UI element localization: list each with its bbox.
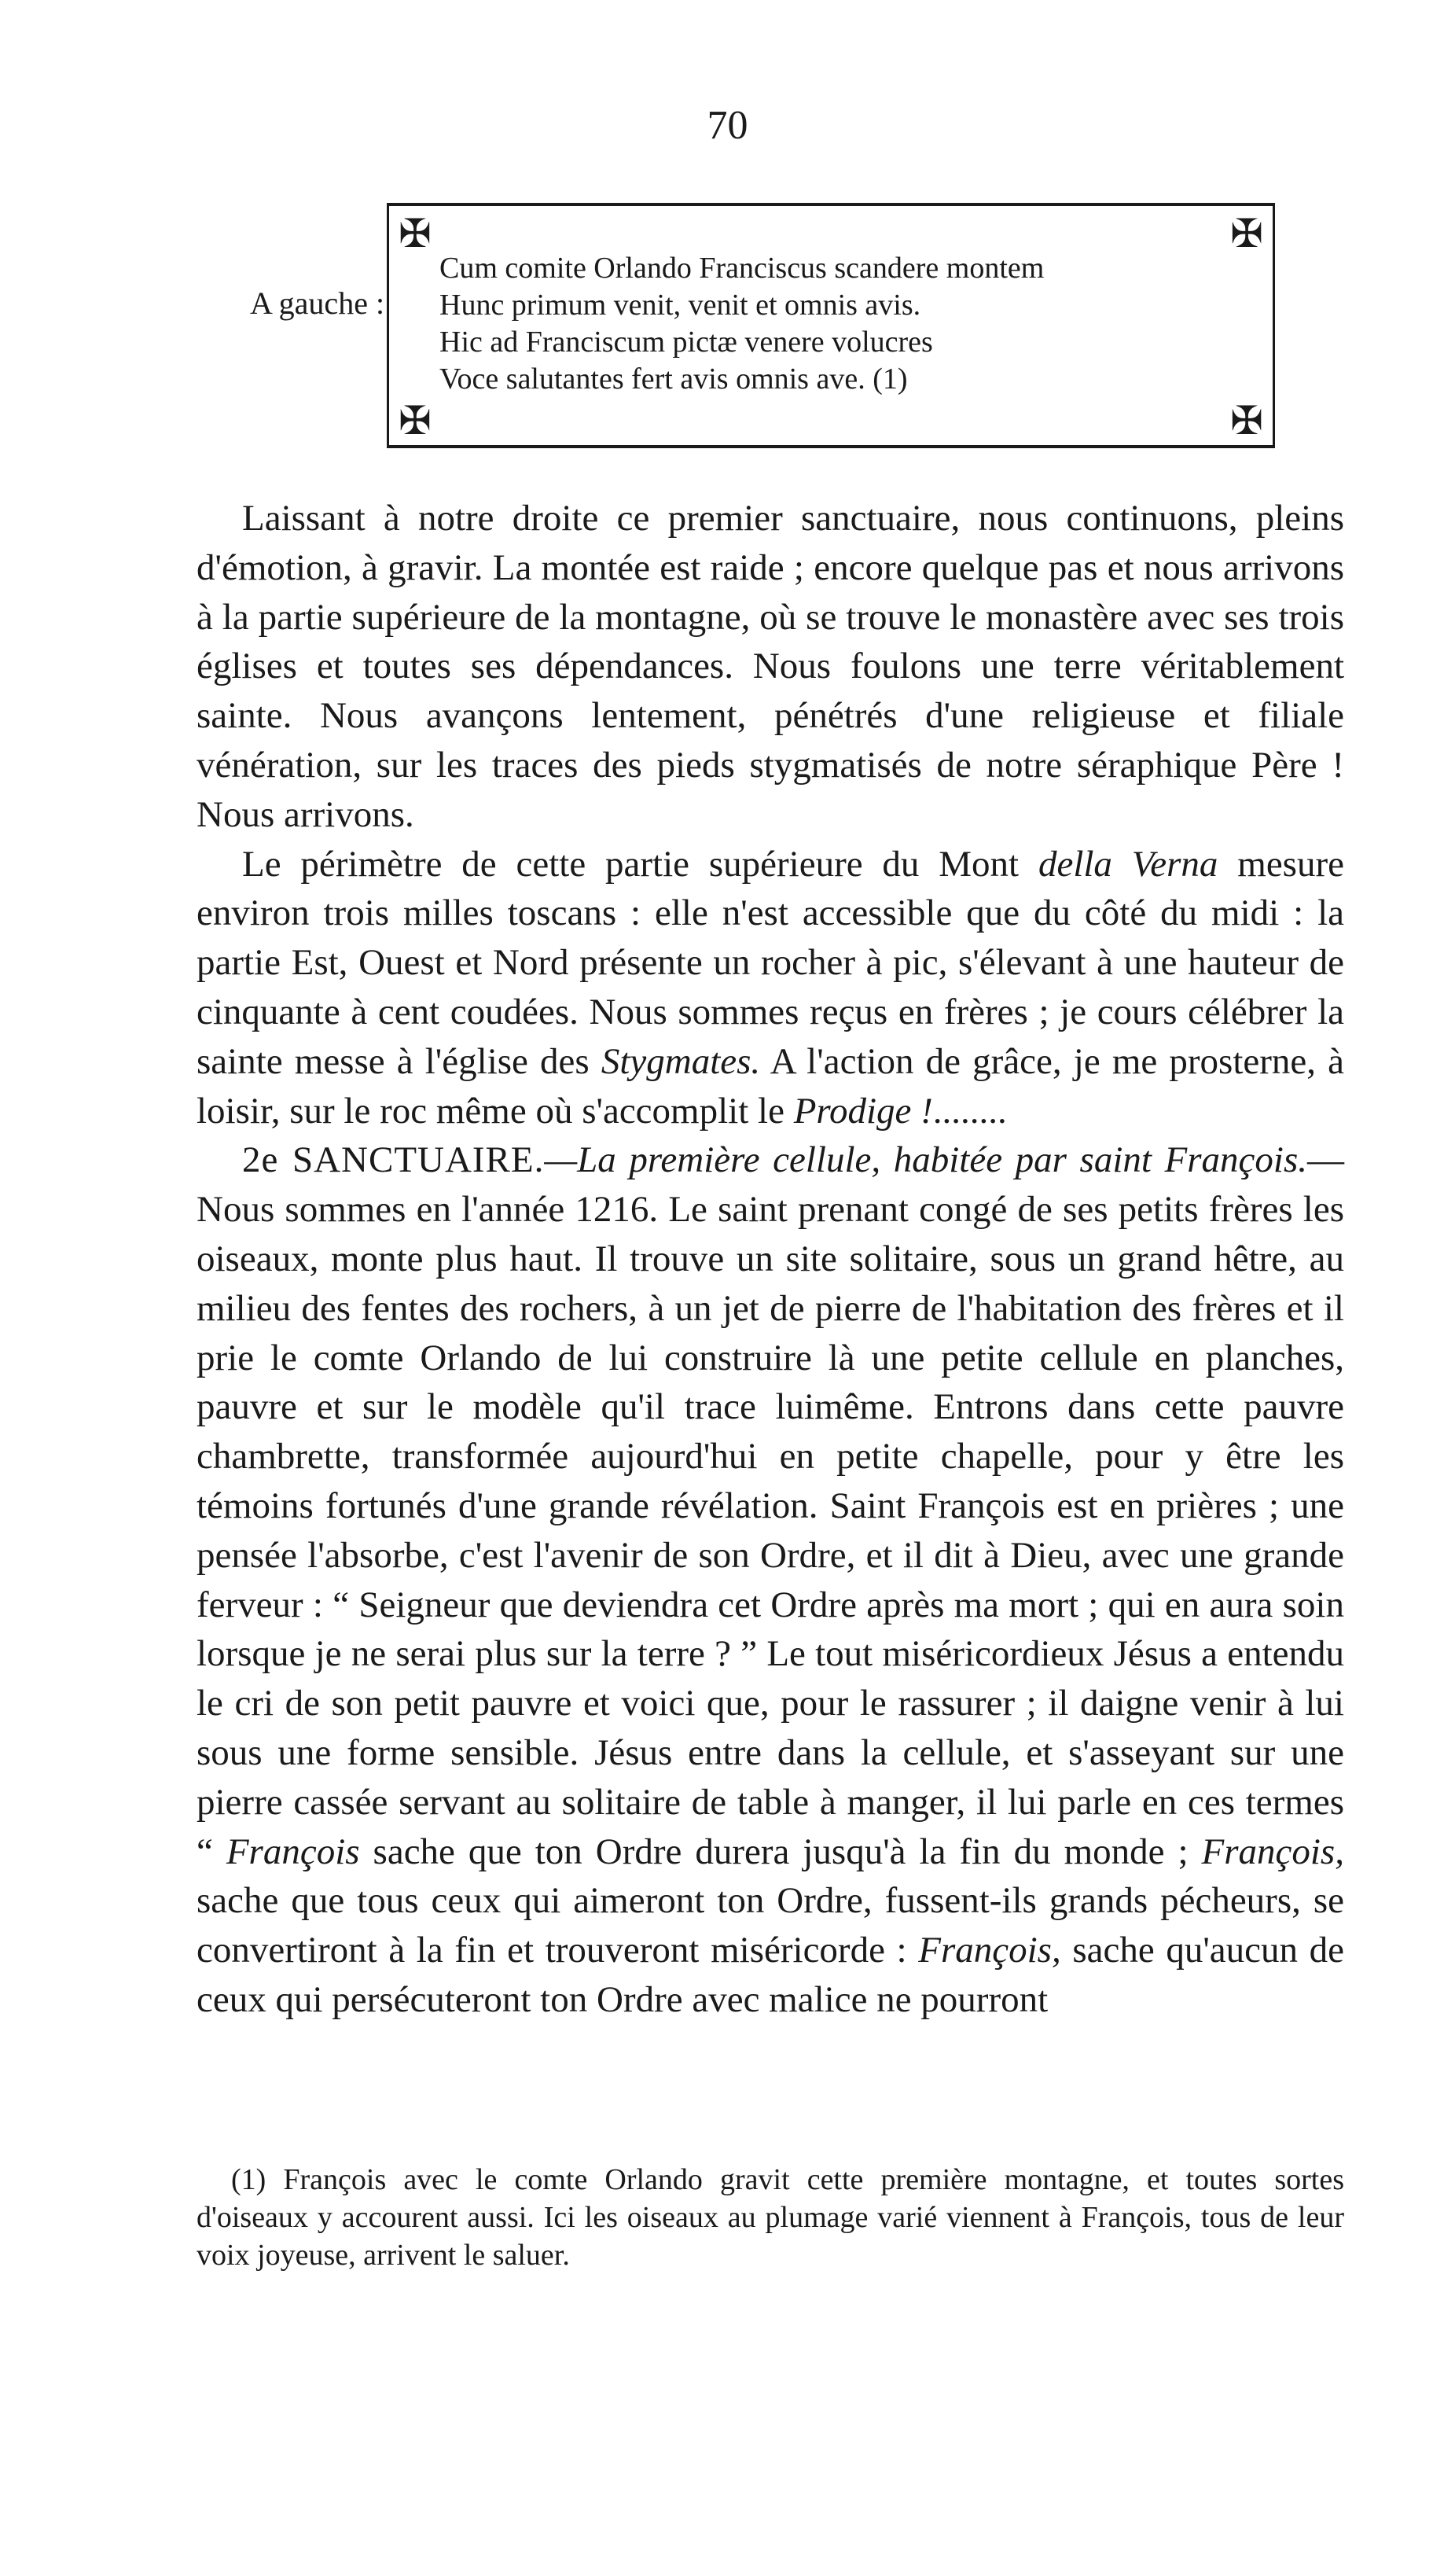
paragraph: Laissant à notre droite ce premier sanctuaire, nous continuons, pleins d'émotion, à gravir. La montée est raide ; encore quelque pas et nous arrivons à la partie supérieure de la montagne, où se trouve le monastère avec ses trois églises et toutes ses dépendances. Nous foulons une terre véritablement sainte. Nous avançons lentement, pénétrés d'une religieuse et filiale vénération, sur les traces des pieds stygmatisés de notre séraphique Père ! Nous arrivons. <box>197 498 1344 835</box>
inscription-line: Hunc primum venit, venit et omnis avis. <box>439 289 921 322</box>
maltese-cross-icon: ✠ <box>399 398 432 443</box>
main-text <box>197 494 1344 2025</box>
italic-run: François, <box>918 1930 1061 1971</box>
footnote-text: (1) François avec le comte Orlando gravit cette première montagne, et toutes sortes d'oiseaux y accourent aussi. Ici les oiseaux au plumage varié viennent à François, tous de leur voix joyeuse, arrivent le saluer. <box>197 2163 1344 2272</box>
maltese-cross-icon: ✠ <box>399 211 432 256</box>
paragraph <box>197 840 1344 1136</box>
paragraph <box>197 1135 1344 2024</box>
section-heading: 2e SANCTUAIRE. <box>242 1139 545 1181</box>
inscription-verse <box>439 250 1044 398</box>
text-run: mesure environ trois milles toscans : elle n'est accessible que du côté du midi : la partie Est, Ouest et Nord présente un rocher à pic, s'élevant à une hauteur de cinquante à cent coudées. Nous sommes reçus en frères ; je cours célébrer la sainte messe à l'église des <box>197 843 1344 1082</box>
italic-run: —La première cellule, habitée par saint François. <box>544 1139 1307 1181</box>
italic-run: Prodige ! <box>793 1090 933 1132</box>
italic-run: François, <box>1201 1831 1344 1872</box>
text-run: A l'action de grâce, je me prosterne, à loisir, sur le roc même où s'accomplit le <box>197 1040 1345 1132</box>
text-run: —Nous sommes en l'année 1216. Le saint prenant congé de ses petits frères les oiseaux, monte plus haut. Il trouve un site solitaire, sous un grand hêtre, au milieu des fentes des rochers, à un jet de pierre de l'habitation des frères et il prie le comte Orlando de lui construire là une petite cellule en planches, pauvre et sur le modèle qu'il trace luimême. Entrons dans cette pauvre chambrette, transformée aujourd'hui en petite chapelle, pour y être les témoins fortunés d'une grande révélation. Saint François est en prières ; une pensée l'absorbe, c'est l'avenir de son Ordre, et il dit à Dieu, avec une grande ferveur : “ Seigneur que deviendra cet Ordre après ma mort ; qui en aura soin lorsque je ne serai plus sur la terre ? ” Le tout miséricordieux Jésus a entendu le cri de son petit pauvre et voici que, pour le rassurer ; il daigne venir à lui sous une forme sensible. Jésus entre dans la cellule, et s'asseyant sur une pierre cassée servant au solitaire de table à manger, il lui parle en ces termes “ <box>197 1139 1344 1872</box>
inscription-line: Voce salutantes fert avis omnis ave. (1) <box>439 362 908 396</box>
footnote <box>197 2161 1344 2274</box>
maltese-cross-icon: ✠ <box>1230 398 1263 443</box>
text-run: sache que ton Ordre durera jusqu'à la fin du monde ; <box>359 1831 1202 1872</box>
italic-run: François <box>226 1831 360 1872</box>
page-number: 70 <box>707 103 748 148</box>
inscription-line: Cum comite Orlando Franciscus scandere montem <box>439 252 1045 285</box>
inscription-line: Hic ad Franciscum pictæ venere volucres <box>439 326 933 359</box>
text-run: Le périmètre de cette partie supérieure du Mont <box>242 843 1038 885</box>
side-label: A gauche : <box>250 285 385 321</box>
text-run: ........ <box>932 1090 1007 1132</box>
italic-run: Stygmates. <box>601 1040 761 1082</box>
inscription-box <box>387 203 1275 448</box>
italic-run: della Verna <box>1038 843 1218 885</box>
maltese-cross-icon: ✠ <box>1230 211 1263 256</box>
text-run: sache qu'aucun de ceux qui persécuteront ton Ordre avec malice ne pourront <box>197 1930 1344 2020</box>
text-run: sache que tous ceux qui aimeront ton Ordre, fussent-ils grands pécheurs, se convertiront à la fin et trouveront miséricorde : <box>197 1880 1344 1971</box>
